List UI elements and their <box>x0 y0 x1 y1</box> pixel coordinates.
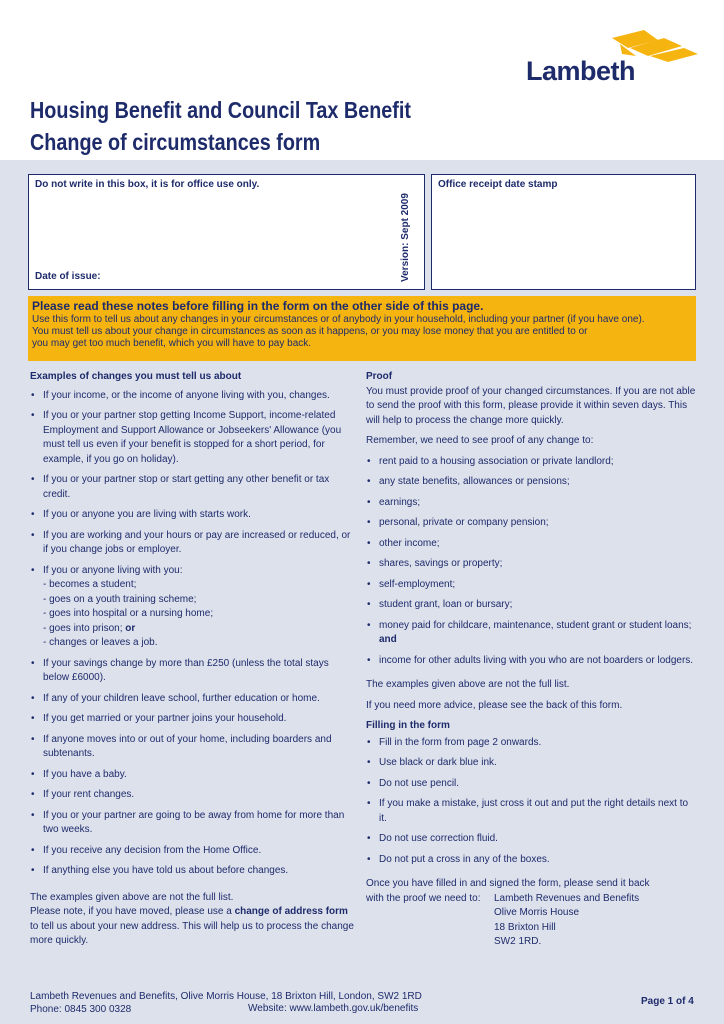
address-line: 18 Brixton Hill <box>494 921 556 933</box>
proof-heading: Proof <box>366 371 393 382</box>
list-item: • student grant, loan or bursary; <box>366 598 696 613</box>
office-use-label: Do not write in this box, it is for office use only. <box>35 179 260 190</box>
living-with-sub-prison <box>43 622 355 637</box>
footer-website[interactable]: Website: www.lambeth.gov.uk/benefits <box>248 1003 419 1014</box>
filling-list <box>366 736 696 868</box>
send-prefix: with the proof we need to: <box>366 892 481 904</box>
change-of-address-form-text: change of address form <box>234 906 348 917</box>
filling-heading: Filling in the form <box>366 720 450 731</box>
notice-heading: Please read these notes before filling in the form on the other side of this page. <box>32 299 484 313</box>
list-item: • If anyone moves into or out of your home, including boarders and subtenants. <box>30 733 355 762</box>
list-item: • personal, private or company pension; <box>366 516 696 531</box>
send-address-block <box>366 892 696 950</box>
change-of-address-note <box>30 905 355 949</box>
footer-phone: Phone: 0845 300 0328 <box>30 1004 132 1015</box>
money-paid-text: money paid for childcare, maintenance, student grant or student loans; <box>379 619 692 631</box>
list-item: • Fill in the form from page 2 onwards. <box>366 736 696 751</box>
list-item: • Use black or dark blue ink. <box>366 756 696 771</box>
notice-line-1: Use this form to tell us about any changes in your circumstances or of anybody in your household, including your partner (if you have one). <box>32 314 645 325</box>
list-item: • If you are working and your hours or pay are increased or reduced, or if you change jobs or employer. <box>30 529 355 558</box>
list-item: • If your savings change by more than £250 (unless the total stays below £6000). <box>30 657 355 686</box>
title-line-1: Housing Benefit and Council Tax Benefit <box>30 97 411 123</box>
living-with-sub: - goes on a youth training scheme; <box>43 593 197 605</box>
list-item: • Do not put a cross in any of the boxes. <box>366 853 696 868</box>
header <box>0 0 724 160</box>
list-item: • rent paid to a housing association or private landlord; <box>366 455 696 470</box>
list-item <box>366 619 696 648</box>
receipt-stamp-label: Office receipt date stamp <box>438 179 558 190</box>
list-item: • shares, savings or property; <box>366 557 696 572</box>
list-item <box>30 564 355 651</box>
proof-list <box>366 455 696 669</box>
list-item: • self-employment; <box>366 578 696 593</box>
moved-pre: Please note, if you have moved, please use a <box>30 906 235 917</box>
list-item: • earnings; <box>366 496 696 511</box>
moved-post: to tell us about your new address. This will help us to process the change more quickly. <box>30 920 354 946</box>
list-item: • income for other adults living with you who are not boarders or lodgers. <box>366 654 696 669</box>
title-line-2: Change of circumstances form <box>30 129 321 155</box>
list-item: • If you or your partner stop or start getting any other benefit or tax credit. <box>30 473 355 502</box>
proof-not-full-list: The examples given above are not the full list. <box>366 679 570 690</box>
living-with-sub: - changes or leaves a job. <box>43 637 158 648</box>
list-item: • If you or your partner are going to be away from home for more than two weeks. <box>30 809 355 838</box>
list-item: • Do not use correction fluid. <box>366 832 696 847</box>
list-item: • Do not use pencil. <box>366 777 696 792</box>
not-full-list-left: The examples given above are not the full list. <box>30 891 234 903</box>
list-item: • If you get married or your partner joins your household. <box>30 712 355 727</box>
notice-line-2: You must tell us about your change in circumstances as soon as it happens, or you may lose money that you are entitled to or <box>32 326 588 337</box>
address-line: SW2 1RD. <box>494 936 542 947</box>
living-with-intro: • If you or anyone living with you: <box>43 564 183 576</box>
address-line: Lambeth Revenues and Benefits <box>494 892 640 904</box>
examples-list <box>30 389 355 879</box>
examples-column <box>30 370 355 949</box>
address-line: Olive Morris House <box>494 907 580 918</box>
proof-remember: Remember, we need to see proof of any change to: <box>366 435 594 446</box>
notice-line-3: you may get too much benefit, which you will have to pay back. <box>32 338 312 349</box>
living-with-block <box>43 564 355 651</box>
page-title <box>30 94 477 158</box>
date-of-issue-label: Date of issue: <box>35 271 101 282</box>
list-item: • If you have a baby. <box>30 768 355 783</box>
footer-address: Lambeth Revenues and Benefits, Olive Morris House, 18 Brixton Hill, London, SW2 1RD <box>30 991 422 1002</box>
list-item: • other income; <box>366 537 696 552</box>
list-item: • If you receive any decision from the Home Office. <box>30 844 355 859</box>
living-with-sub: - goes into hospital or a nursing home; <box>43 608 214 619</box>
list-item: • If you make a mistake, just cross it out and put the right details next to it. <box>366 797 696 826</box>
send-line-1: Once you have filled in and signed the form, please send it back <box>366 878 650 889</box>
and-word: and <box>379 634 397 645</box>
list-item: • If anything else you have told us about before changes. <box>30 864 355 879</box>
list-item: • If your income, or the income of anyone living with you, changes. <box>30 389 355 404</box>
proof-column <box>366 370 696 950</box>
return-address <box>494 892 639 950</box>
page-number: Page 1 of 4 <box>641 996 694 1007</box>
notice-banner <box>28 296 696 361</box>
proof-intro: You must provide proof of your changed circumstances. If you are not able to send the proof with this form, please provide it within seven days. This will help to process the change more quickly. <box>366 385 696 426</box>
list-item: • If you or your partner stop getting Income Support, income-related Employment and Support Allowance or Jobseekers' Allowance (you must tell us even if your benefit is stopped for a short period, for example, if you go on holiday). <box>30 409 355 467</box>
or-word: or <box>125 622 136 634</box>
more-advice: If you need more advice, please see the back of this form. <box>366 699 623 711</box>
list-item: • If your rent changes. <box>30 788 355 803</box>
logo-wordmark: Lambeth <box>526 56 636 86</box>
version-label: Version: Sept 2009 <box>400 193 411 282</box>
list-item: • If you or anyone you are living with starts work. <box>30 508 355 523</box>
receipt-stamp-box <box>431 174 696 290</box>
list-item: • If any of your children leave school, further education or home. <box>30 692 355 707</box>
living-with-sub: - goes into prison; <box>43 622 126 634</box>
living-with-sub: - becomes a student; <box>43 579 137 590</box>
list-item: • any state benefits, allowances or pensions; <box>366 475 696 490</box>
examples-heading: Examples of changes you must tell us about <box>30 371 242 382</box>
